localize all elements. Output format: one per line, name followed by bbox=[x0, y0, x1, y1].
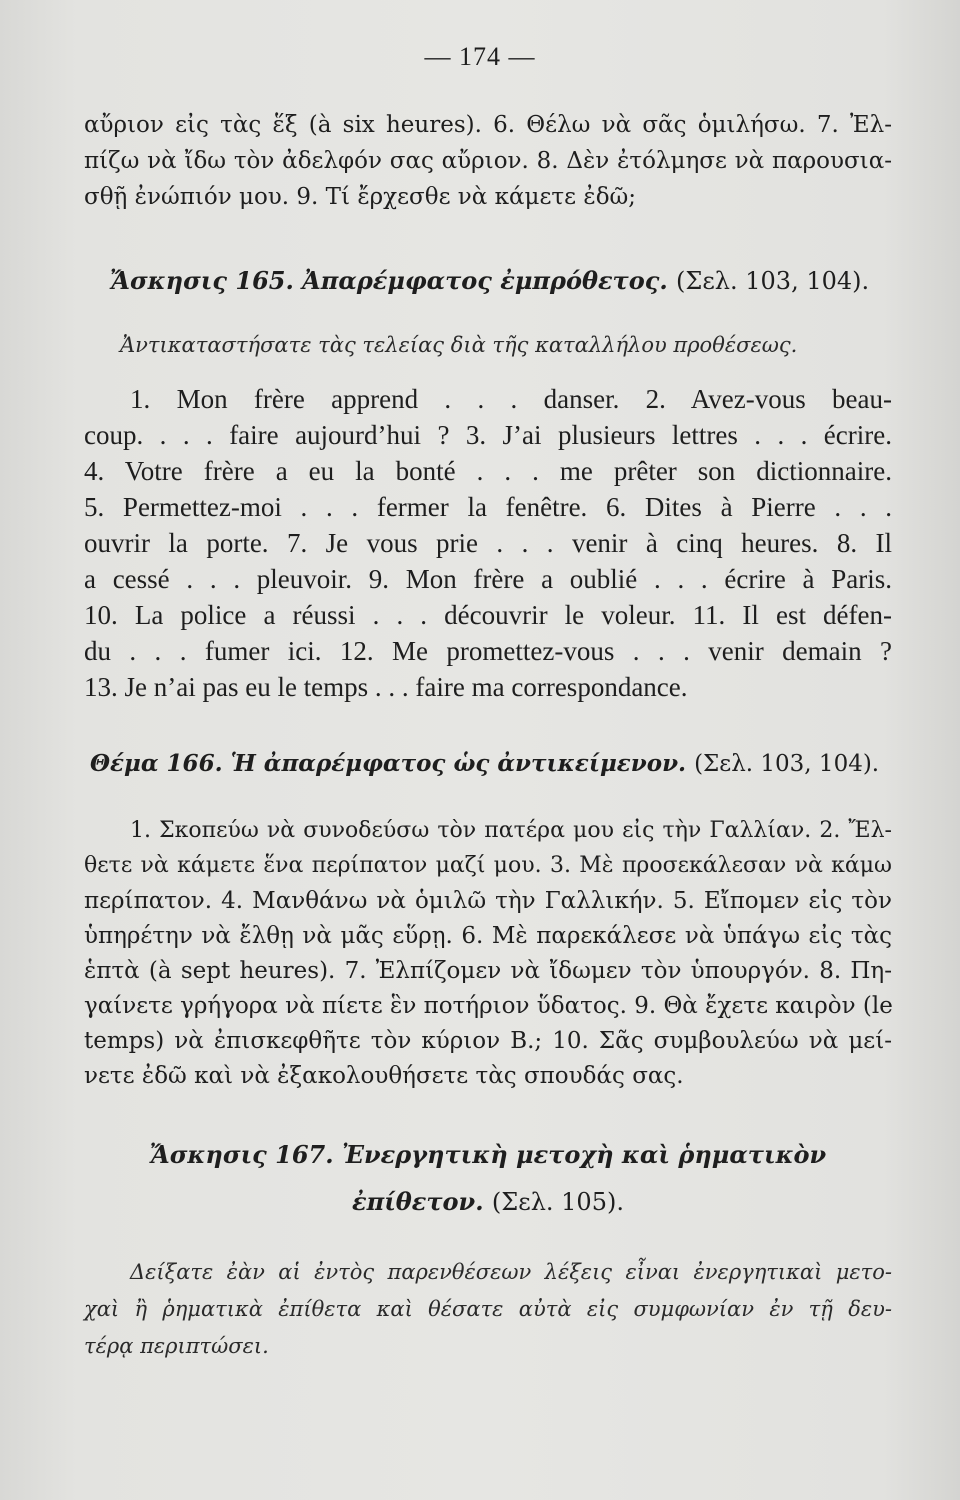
exercise-167-heading-line2 bbox=[84, 1187, 892, 1216]
exercise-167-title-end: ἐπίθετον. bbox=[352, 1187, 484, 1216]
exercise-166-line: ὑπηρέτην νὰ ἔλθῃ νὰ μᾶς εὕρῃ. 6. Μὲ παρεκάλεσε νὰ ὑπάγω εἰς τὰς bbox=[84, 923, 892, 949]
exercise-165-instruction: Ἀντικαταστήσατε τὰς τελείας διὰ τῆς καταλλήλου προθέσεως. bbox=[120, 333, 798, 357]
exercise-166-heading bbox=[90, 750, 892, 777]
exercise-166-line: ἑπτὰ (à sept heures). 7. Ἐλπίζομεν νὰ ἴδωμεν τὸν ὑπουργόν. 8. Πη- bbox=[84, 958, 892, 984]
exercise-165-ref: (Σελ. 103, 104). bbox=[676, 267, 870, 295]
exercise-165-heading bbox=[110, 266, 892, 295]
exercise-165-line: a cessé . . . pleuvoir. 9. Mon frère a oublié . . . écrire à Paris. bbox=[84, 564, 892, 594]
exercise-165-line: 4. Votre frère a eu la bonté . . . me prêter son dictionnaire. bbox=[84, 456, 892, 486]
exercise-166-line: νετε ἐδῶ καὶ νὰ ἐξακολουθήσετε τὰς σπουδάς σας. bbox=[84, 1063, 684, 1089]
exercise-165-line: 1. Mon frère apprend . . . danser. 2. Avez-vous beau- bbox=[130, 384, 892, 414]
intro-line: αὔριον εἰς τὰς ἕξ (à six heures). 6. Θέλω νὰ σᾶς ὁμιλήσω. 7. Ἐλ- bbox=[84, 112, 892, 138]
exercise-166-ref: (Σελ. 103, 104). bbox=[694, 751, 880, 777]
exercise-165-title: Ἄσκησις 165. Ἀπαρέμφατος ἐμπρόθετος. bbox=[110, 266, 668, 295]
exercise-165-line: 13. Je n’ai pas eu le temps . . . faire ma correspondance. bbox=[84, 672, 688, 702]
exercise-166-line: θετε νὰ κάμετε ἕνα περίπατον μαζί μου. 3. Μὲ προσεκάλεσαν νὰ κάμω bbox=[84, 853, 892, 878]
exercise-166-line: 1. Σκοπεύω νὰ συνοδεύσω τὸν πατέρα μου εἰς τὴν Γαλλίαν. 2. Ἔλ- bbox=[130, 818, 892, 843]
exercise-167-ref: (Σελ. 105). bbox=[491, 1188, 624, 1216]
intro-line: σθῇ ἐνώπιόν μου. 9. Τί ἔρχεσθε νὰ κάμετε ἐδῶ; bbox=[84, 184, 637, 210]
exercise-166-line: temps) νὰ ἐπισκεφθῆτε τὸν κύριον Β.; 10. Σᾶς συμβουλεύω νὰ μεί- bbox=[84, 1028, 892, 1054]
exercise-165-line: 10. La police a réussi . . . découvrir le voleur. 11. Il est défen- bbox=[84, 600, 892, 630]
exercise-167-line: χαὶ ἢ ῥηματικὰ ἐπίθετα καὶ θέσατε αὐτὰ εἰς συμφωνίαν ἐν τῇ δευ- bbox=[84, 1297, 892, 1321]
exercise-165-line: ouvrir la porte. 7. Je vous prie . . . venir à cinq heures. 8. Il bbox=[84, 528, 892, 558]
exercise-167-line: Δείξατε ἐὰν αἱ ἐντὸς παρενθέσεων λέξεις εἶναι ἐνεργητικαὶ μετο- bbox=[130, 1260, 892, 1284]
exercise-165-line: du . . . fumer ici. 12. Me promettez-vous . . . venir demain ? bbox=[84, 636, 892, 666]
exercise-166-line: περίπατον. 4. Μανθάνω νὰ ὁμιλῶ τὴν Γαλλικήν. 5. Εἴπομεν εἰς τὸν bbox=[84, 888, 892, 914]
exercise-166-title: Θέμα 166. Ἡ ἀπαρέμφατος ὡς ἀντικείμενον. bbox=[90, 750, 687, 777]
exercise-165-line: coup. . . . faire aujourd’hui ? 3. J’ai plusieurs lettres . . . écrire. bbox=[84, 420, 892, 450]
exercise-167-heading-line1: Ἄσκησις 167. Ἐνεργητικὴ μετοχὴ καὶ ῥηματικὸν bbox=[149, 1140, 827, 1169]
exercise-166-line: γαίνετε γρήγορα νὰ πίετε ἓν ποτήριον ὕδατος. 9. Θὰ ἔχετε καιρὸν (le bbox=[84, 993, 893, 1019]
exercise-165-line: 5. Permettez-moi . . . fermer la fenêtre. 6. Dites à Pierre . . . bbox=[84, 492, 892, 522]
exercise-167-line: τέρᾳ περιπτώσει. bbox=[84, 1334, 269, 1358]
intro-line: πίζω νὰ ἴδω τὸν ἀδελφόν σας αὔριον. 8. Δὲν ἐτόλμησε νὰ παρουσια- bbox=[84, 148, 892, 174]
page-number: — 174 — bbox=[424, 42, 536, 71]
